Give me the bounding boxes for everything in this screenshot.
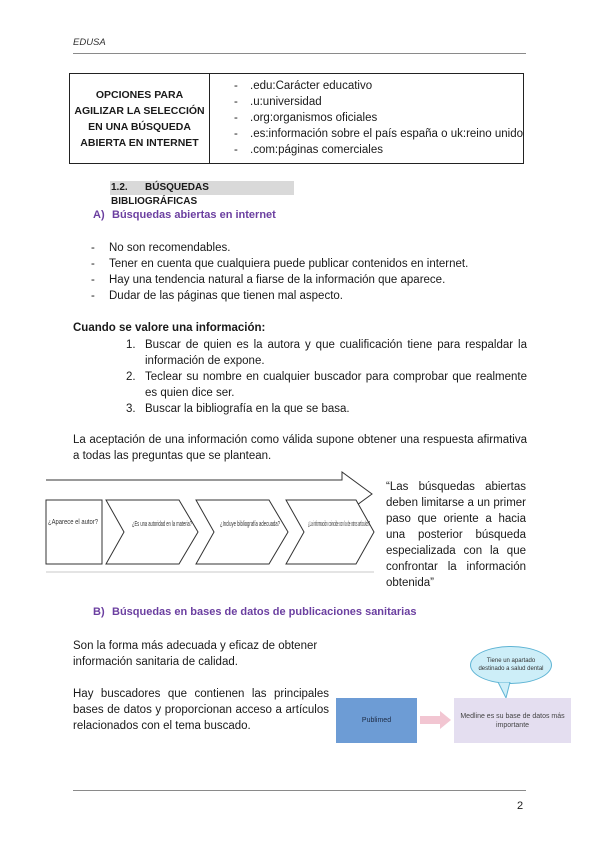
arrow-right-icon [420,711,452,729]
speech-bubble: Tiene un apartado destinado a salud dental [470,646,552,684]
subsection-a-heading: A) Búsquedas abiertas en internet [93,209,276,221]
evaluation-flow-diagram [44,470,376,582]
list-item: - Dudar de las páginas que tienen mal aspecto. [91,290,343,302]
list-item: 3. Buscar la bibliografía en la que se basa. [126,403,350,415]
numbered-list [126,337,527,417]
list-item: - .edu:Carácter educativo [234,80,373,92]
subsection-b-heading: B) Búsquedas en bases de datos de publicaciones sanitarias [93,606,417,618]
list-item: 2. Teclear su nombre en cualquier buscador para comprobar que realmente es quien dice ser. [126,371,527,399]
publimed-box: Publimed [336,698,417,743]
flow-label: ¿La información coincide con la de otros artículos? [308,519,370,528]
flow-chevron [106,500,198,564]
list-item: - No son recomendables. [91,242,231,254]
options-table-heading: OPCIONES PARA AGILIZAR LA SELECCIÓN EN UNA BÚSQUEDA ABIERTA EN INTERNET [70,74,210,163]
list-item: - .u:universidad [234,96,322,108]
medline-box: Medline es su base de datos más importante [454,698,571,743]
footer-rule [73,790,526,791]
flow-label: ¿Incluye bibliografía adecuada? [220,519,280,528]
flow-label: ¿Es una autoridad en la materia? [132,519,192,528]
options-table [69,73,524,164]
bullet-list [91,240,468,304]
header-rule [73,53,526,54]
acceptance-paragraph: La aceptación de una información como válida supone obtener una respuesta afirmativa a todas las preguntas que se plantean. [73,434,527,462]
list-item: 1. Buscar de quien es la autora y que cualificación tiene para respaldar la información de expone. [126,339,527,367]
evaluation-lead: Cuando se valore una información: [73,322,266,334]
quote-block: “Las búsquedas abiertas deben limitarse a un primer paso que oriente a hacia una posterior búsqueda especializada con la que confrontar la información obtenida” [386,481,526,589]
page-number: 2 [517,800,524,812]
list-item: - .es:información sobre el país españa o uk:reino unido [234,128,523,140]
search-engines-paragraph: Hay buscadores que contienen las principales bases de datos y proporcionan acceso a artículos relacionados con el tema buscado. [73,688,329,732]
list-item: - .com:páginas comerciales [234,144,383,156]
flow-box [46,500,102,564]
flow-chevron [196,500,288,564]
header-title: EDUSA [73,37,106,48]
list-item: - Tener en cuenta que cualquiera puede publicar contenidos en internet. [91,258,469,270]
section-heading: 1.2. BÚSQUEDAS BIBLIOGRÁFICAS [110,181,294,195]
list-item: - .org:organismos oficiales [234,112,378,124]
flow-label: ¿Aparece el autor? [48,517,98,526]
list-item: - Hay una tendencia natural a fiarse de la información que aparece. [91,274,446,286]
flow-chevron [286,500,374,564]
databases-paragraph: Son la forma más adecuada y eficaz de obtener información sanitaria de calidad. [73,640,318,668]
options-table-list [210,74,523,163]
